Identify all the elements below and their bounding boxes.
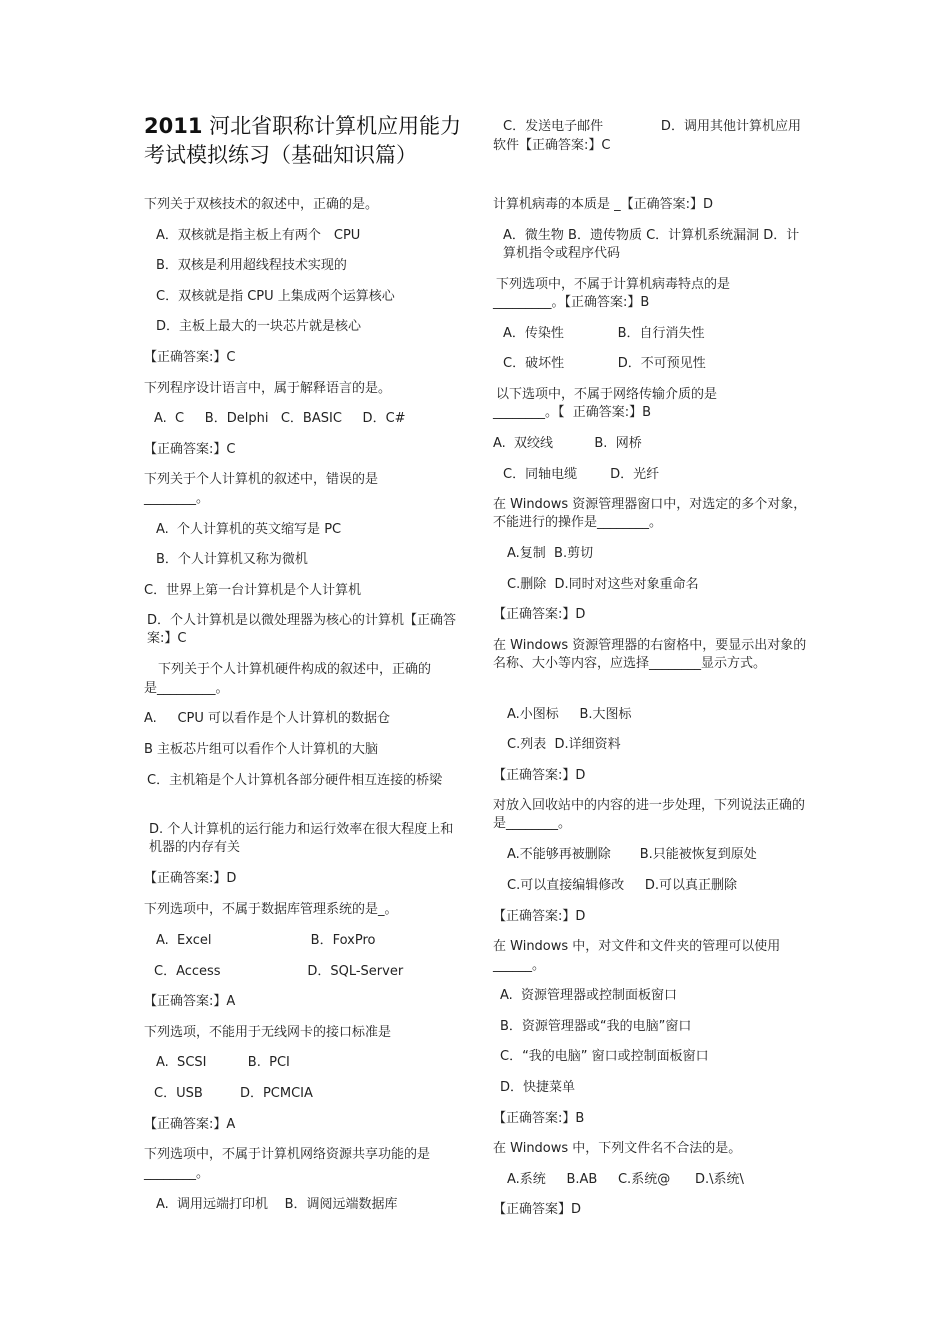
text-line: 【正确答案:】D <box>493 607 586 622</box>
text-line: A. 资源管理器或控制面板窗口 <box>500 988 678 1003</box>
text-line: 下列选项中，不属于计算机病毒特点的是 <box>496 277 731 292</box>
page-title <box>144 112 474 170</box>
text-line: A.小图标 B.大图标 <box>507 707 632 722</box>
text-line: 在 Windows 中，对文件和文件夹的管理可以使用 <box>493 939 781 954</box>
text-line: A.不能够再被删除 B.只能被恢复到原处 <box>507 847 757 862</box>
text-line: 软件【正确答案:】C <box>493 138 611 153</box>
text-line: 【正确答案:】A <box>144 994 236 1009</box>
text-line: 以下选项中，不属于网络传输介质的是 <box>496 387 718 402</box>
text-line: A. Excel B．FoxPro <box>156 933 376 948</box>
text-line: 计算机病毒的本质是 _【正确答案:】D <box>493 197 714 212</box>
text-line: A. CPU 可以看作是个人计算机的数据仓 <box>144 711 391 726</box>
text-line: B．个人计算机又称为微机 <box>156 552 308 567</box>
text-line: _________。【正确答案:】B <box>493 295 650 310</box>
text-line: 在 Windows 中，下列文件名不合法的是。 <box>493 1141 742 1156</box>
text-line: A. C B．Delphi C．BASIC D．C# <box>154 411 406 426</box>
text-line: 【正确答案:】A <box>144 1117 236 1132</box>
text-line: 【正确答案:】B <box>493 1111 585 1126</box>
text-line: A．双核就是指主板上有两个 CPU <box>156 228 361 243</box>
text-line: 下列关于个人计算机硬件构成的叙述中，正确的 <box>158 662 432 677</box>
text-line: 在 Windows 资源管理器的右窗格中，要显示出对象的名称、大小等内容，应选择________显示方式。 <box>493 638 807 671</box>
text-line: C．破坏性 D．不可预见性 <box>503 356 706 371</box>
title-text: 河北省职称计算机应用能力考试模拟练习（基础知识篇） <box>144 114 462 167</box>
text-line: C．“我的电脑” 窗口或控制面板窗口 <box>500 1049 709 1064</box>
text-line: C．同轴电缆 D．光纤 <box>503 467 660 482</box>
text-line: 【正确答案:】D <box>144 871 237 886</box>
text-line: A.系统 B.AB C.系统@ D.\系统\ <box>507 1172 744 1187</box>
text-line: 下列关于个人计算机的叙述中，错误的是 <box>144 472 379 487</box>
text-line: A．传染性 B．自行消失性 <box>503 326 705 341</box>
text-line: 在 Windows 资源管理器窗口中，对选定的多个对象，不能进行的操作是________。 <box>493 497 807 530</box>
text-line: 【正确答案:】C <box>144 350 236 365</box>
text-line: 【正确答案:】D <box>493 909 586 924</box>
text-line: ________。 <box>144 491 210 506</box>
text-line: 是_________。 <box>144 681 229 696</box>
text-line: D．快捷菜单 <box>500 1080 576 1095</box>
text-line: C.删除 D.同时对这些对象重命名 <box>507 577 699 592</box>
text-line: C．世界上第一台计算机是个人计算机 <box>144 583 362 598</box>
text-line: 【正确答案:】D <box>493 768 586 783</box>
text-line: ______。 <box>493 958 546 973</box>
text-line: B 主板芯片组可以看作个人计算机的大脑 <box>144 742 379 757</box>
text-line: D．主板上最大的一块芯片就是核心 <box>156 319 362 334</box>
text-line: A．微生物 B．遗传物质 C．计算机系统漏洞 D．计算机指令或程序代码 <box>503 228 800 261</box>
title-year: 2011 <box>144 114 203 138</box>
text-line: 下列选项，不能用于无线网卡的接口标准是 <box>144 1025 392 1040</box>
text-line: 下列选项中，不属于计算机网络资源共享功能的是 <box>144 1147 431 1162</box>
text-line: A. 双绞线 B. 网桥 <box>493 436 642 451</box>
text-line: A. 调用远端打印机 B．调阅远端数据库 <box>156 1197 398 1212</box>
text-line: A. 个人计算机的英文缩写是 PC <box>156 522 342 537</box>
text-line: 下列选项中，不属于数据库管理系统的是_。 <box>144 902 398 917</box>
text-line: C.可以直接编辑修改 D.可以真正删除 <box>507 878 738 893</box>
text-line: 【正确答案:】C <box>144 442 236 457</box>
text-line: C.列表 D.详细资料 <box>507 737 621 752</box>
text-line: 下列关于双核技术的叙述中，正确的是。 <box>144 197 379 212</box>
text-line: ________。 <box>144 1166 210 1181</box>
text-line: C．Access D．SQL-Server <box>154 964 404 979</box>
text-line: ________。【 正确答案:】B <box>493 405 652 420</box>
text-line: 【正确答案】D <box>493 1202 582 1217</box>
text-line: C．USB D．PCMCIA <box>154 1086 313 1101</box>
text-line: B．双核是利用超线程技术实现的 <box>156 258 347 273</box>
text-line: D．个人计算机是以微处理器为核心的计算机【正确答案:】C <box>147 613 457 646</box>
text-line: 下列程序设计语言中，属于解释语言的是。 <box>144 381 392 396</box>
text-line: C．主机箱是个人计算机各部分硬件相互连接的桥梁 <box>147 773 443 788</box>
text-line: C．双核就是指 CPU 上集成两个运算核心 <box>156 289 395 304</box>
text-line: A. SCSI B. PCI <box>156 1055 290 1070</box>
text-line: B．资源管理器或“我的电脑”窗口 <box>500 1019 692 1034</box>
text-line: C．发送电子邮件 D．调用其他计算机应用 <box>503 119 801 134</box>
text-line: A.复制 B.剪切 <box>507 546 594 561</box>
text-line: 对放入回收站中的内容的进一步处理，下列说法正确的是________。 <box>493 798 806 831</box>
text-line: D. 个人计算机的运行能力和运行效率在很大程度上和机器的内存有关 <box>149 822 454 855</box>
